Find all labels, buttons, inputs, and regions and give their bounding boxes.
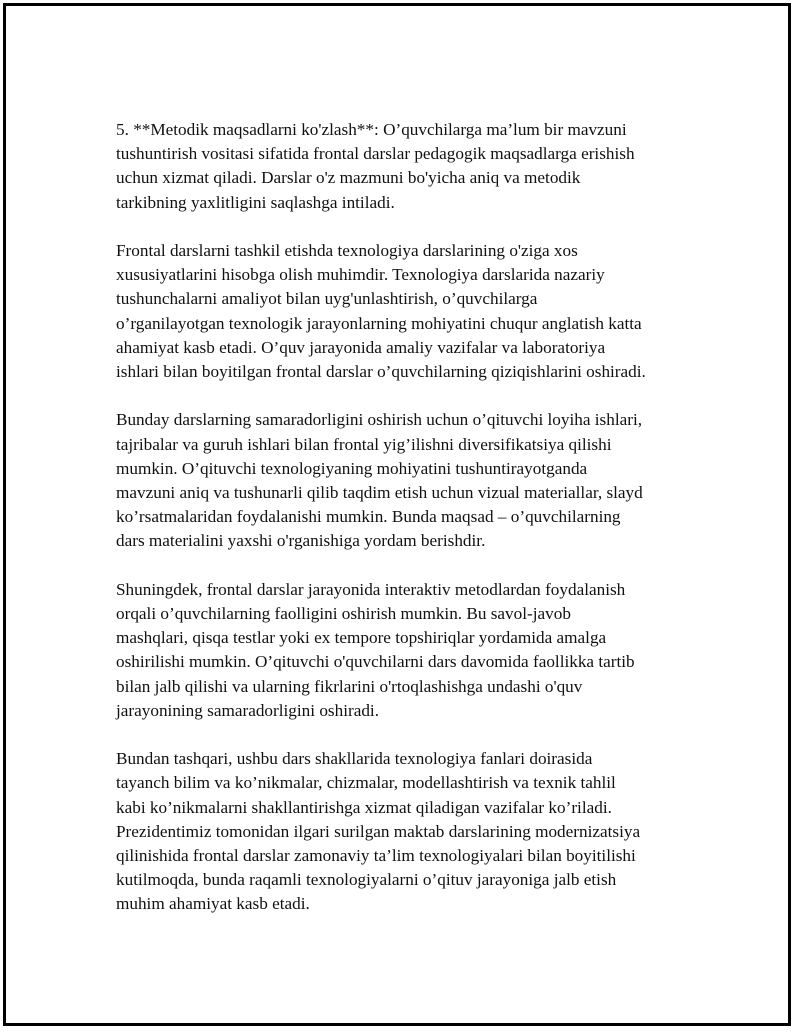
text-line: tajribalar va guruh ishlari bilan frontal yig’ilishni diversifikatsiya qilishi xyxy=(116,434,612,454)
text-line: qilinishida frontal darslar zamonaviy ta’lim texnologiyalari bilan boyitilishi xyxy=(116,846,636,866)
text-line: 5. **Metodik maqsadlarni ko'zlash**: O’quvchilarga ma’lum bir mavzuni xyxy=(116,120,627,139)
text-line: kutilmoqda, bunda raqamli texnologiyalarni o’qituv jarayoniga jalb etish xyxy=(116,870,617,890)
text-line: mavzuni aniq va tushunarli qilib taqdim etish uchun vizual materiallar, slayd xyxy=(116,483,643,503)
text-line: tarkibning yaxlitligini saqlashga intiladi. xyxy=(116,192,395,212)
text-line: kabi ko’nikmalarni shakllantirishga xizmat qiladigan vazifalar ko’riladi. xyxy=(116,797,612,817)
text-line: mumkin. O’qituvchi texnologiyaning mohiyatini tushuntirayotganda xyxy=(116,458,588,478)
text-line: tushuntirish vositasi sifatida frontal darslar pedagogik maqsadlarga erishish xyxy=(116,144,635,164)
text-line: ko’rsatmalaridan foydalanishi mumkin. Bunda maqsad – o’quvchilarning xyxy=(116,507,621,527)
text-line: Bundan tashqari, ushbu dars shakllarida texnologiya fanlari doirasida xyxy=(116,749,593,769)
paragraph-technology-lessons xyxy=(116,239,716,384)
text-line: mashqlari, qisqa testlar yoki ex tempore topshiriqlar yordamida amalga xyxy=(116,628,607,648)
text-line: oshirilishi mumkin. O’qituvchi o'quvchilarni dars davomida faollikka tartib xyxy=(116,652,635,672)
text-line: Shuningdek, frontal darslar jarayonida interaktiv metodlardan foydalanish xyxy=(116,579,626,599)
text-line: xususiyatlarini hisobga olish muhimdir. Texnologiya darslarida nazariy xyxy=(116,265,605,285)
text-line: ishlari bilan boyitilgan frontal darslar o’quvchilarning qiziqishlarini oshiradi. xyxy=(116,362,646,382)
paragraph-methodical-goals xyxy=(116,118,716,215)
text-line: Bunday darslarning samaradorligini oshirish uchun o’qituvchi loyiha ishlari, xyxy=(116,410,643,430)
text-line: ahamiyat kasb etadi. O’quv jarayonida amaliy vazifalar va laboratoriya xyxy=(116,337,606,357)
text-line: Prezidentimiz tomonidan ilgari surilgan maktab darslarining modernizatsiya xyxy=(116,821,641,841)
paragraph-interactive-methods xyxy=(116,578,716,723)
text-line: Frontal darslarni tashkil etishda texnologiya darslarining o'ziga xos xyxy=(116,241,578,260)
document-body xyxy=(116,118,716,941)
text-line: tushunchalarni amaliyot bilan uyg'unlashtirish, o’quvchilarga xyxy=(116,289,538,309)
text-line: uchun xizmat qiladi. Darslar o'z mazmuni bo'yicha aniq va metodik xyxy=(116,168,581,188)
text-line: jarayonining samaradorligini oshiradi. xyxy=(116,700,379,720)
paragraph-modernization xyxy=(116,747,716,916)
text-line: o’rganilayotgan texnologik jarayonlarning mohiyatini chuqur anglatish katta xyxy=(116,313,642,333)
text-line: muhim ahamiyat kasb etadi. xyxy=(116,894,310,914)
text-line: bilan jalb qilishi va ularning fikrlarini o'rtoqlashishga undashi o'quv xyxy=(116,676,583,696)
text-line: dars materialini yaxshi o'rganishiga yordam berishdir. xyxy=(116,531,486,551)
text-line: tayanch bilim va ko’nikmalar, chizmalar, modellashtirish va texnik tahlil xyxy=(116,773,616,793)
text-line: orqali o’quvchilarning faolligini oshirish mumkin. Bu savol-javob xyxy=(116,604,571,624)
paragraph-effectiveness xyxy=(116,408,716,553)
